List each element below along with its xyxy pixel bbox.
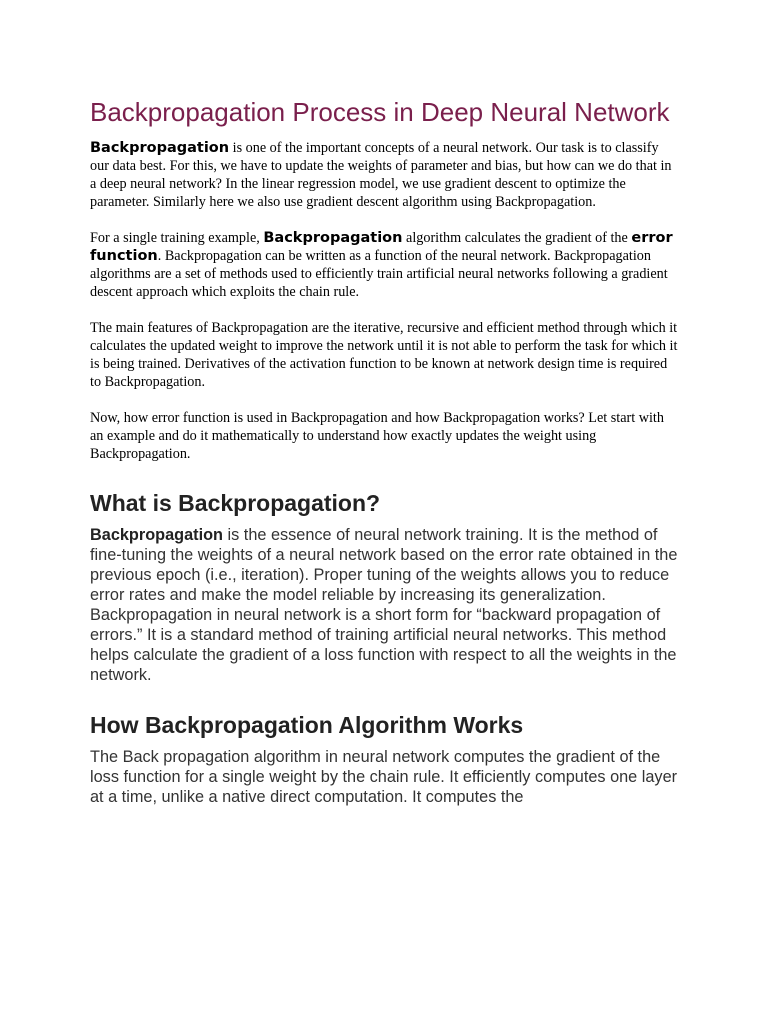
section-heading-what-is: What is Backpropagation? xyxy=(90,490,381,516)
paragraph-text: . Backpropagation can be written as a function of the neural network. Backpropagation algorithms are a set of methods used to efficiently train artificial neural networks following a gradient descent approach which exploits the chain rule. xyxy=(90,248,668,300)
bold-term: Backpropagation xyxy=(263,230,403,246)
bold-term: Backpropagation xyxy=(90,526,223,544)
paragraph-text: For a single training example, xyxy=(90,230,264,246)
intro-paragraph-4: Now, how error function is used in Backpropagation and how Backpropagation works? Let start with an example and do it mathematically to understand how exactly updates the weight using Backpropagation. xyxy=(90,410,664,462)
section-1-paragraph-2: Backpropagation in neural network is a short form for “backward propagation of errors.” It is a standard method of training artificial neural networks. This method helps calculate the gradient of a loss function with respect to all the weights in the network. xyxy=(90,606,677,684)
bold-term: error function xyxy=(90,230,673,264)
intro-paragraph-1 xyxy=(90,139,680,211)
document-page xyxy=(90,96,680,807)
section-1-paragraph-1 xyxy=(90,525,680,605)
paragraph-text: is one of the important concepts of a neural network. Our task is to classify our data best. For this, we have to update the weights of parameter and bias, but how can we do that in a deep neural network? In the linear regression model, we use gradient descent to optimize the parameter. Similarly here we also use gradient descent algorithm using Backpropagation. xyxy=(90,140,672,210)
section-heading-how-it-works: How Backpropagation Algorithm Works xyxy=(90,712,524,738)
page-title: Backpropagation Process in Deep Neural Network xyxy=(90,97,670,127)
bold-term: Backpropagation xyxy=(90,140,230,156)
paragraph-text: algorithm calculates the gradient of the xyxy=(402,230,632,246)
intro-paragraph-2 xyxy=(90,229,680,301)
intro-paragraph-3: The main features of Backpropagation are the iterative, recursive and efficient method through which it calculates the updated weight to improve the network until it is not able to perform the task for which it is being trained. Derivatives of the activation function to be known at network design time is required to Backpropagation. xyxy=(90,320,678,390)
paragraph-text: is the essence of neural network training. It is the method of fine-tuning the weights of a neural network based on the error rate obtained in the previous epoch (i.e., iteration). Proper tuning of the weights allows you to reduce error rates and make the model reliable by increasing its generalization. xyxy=(90,526,678,604)
section-2-paragraph-1: The Back propagation algorithm in neural network computes the gradient of the loss function for a single weight by the chain rule. It efficiently computes one layer at a time, unlike a native direct computation. It computes the xyxy=(90,748,678,806)
